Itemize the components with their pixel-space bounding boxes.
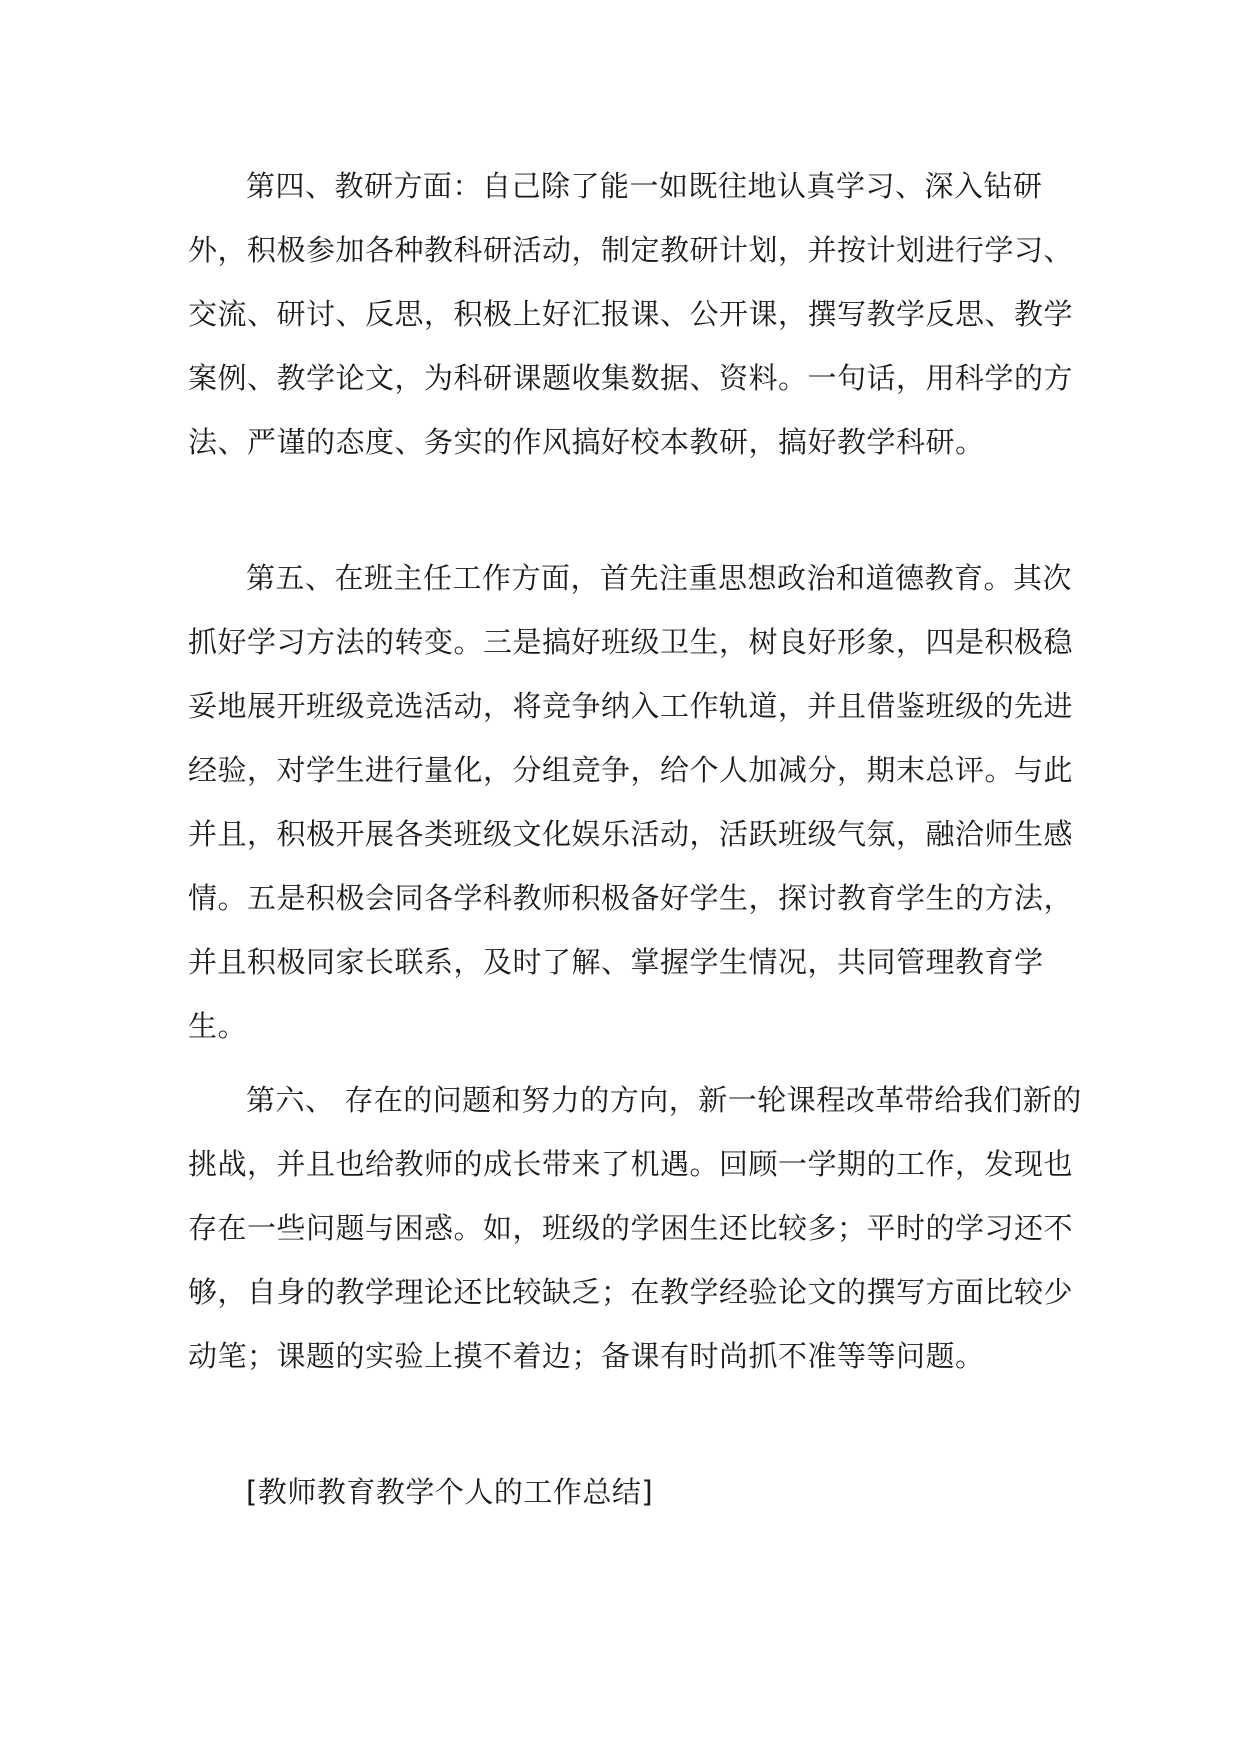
paragraph-class-teacher-work: 第五、在班主任工作方面，首先注重思想政治和道德教育。其次抓好学习方法的转变。三是搞好班级卫生，树良好形象，四是积极稳妥地展开班级竞选活动，将竞争纳入工作轨道，并且借鉴班级的先进经验，对学生进行量化，分组竞争，给个人加减分，期末总评。与此并且，积极开展各类班级文化娱乐活动，活跃班级气氛，融洽师生感情。五是积极会同各学科教师积极备好学生，探讨教育学生的方法，并且积极同家长联系，及时了解、掌握学生情况，共同管理教育学生。 (188, 561, 1074, 1043)
paragraph-teaching-research: 第四、教研方面：自己除了能一如既往地认真学习、深入钻研外，积极参加各种教科研活动，制定教研计划，并按计划进行学习、交流、研讨、反思，积极上好汇报课、公开课，撰写教学反思、教学案例、教学论文，为科研课题收集数据、资料。一句话，用科学的方法、严谨的态度、务实的作风搞好校本教研，搞好教学科研。 (188, 169, 1074, 459)
document-title-footer: [教师教育教学个人的工作总结] (246, 1475, 654, 1509)
paragraph-problems-and-direction: 第六、 存在的问题和努力的方向，新一轮课程改革带给我们新的挑战，并且也给教师的成长带来了机遇。回顾一学期的工作，发现也存在一些问题与困惑。如，班级的学困生还比较多；平时的学习还不够，自身的教学理论还比较缺乏；在教学经验论文的撰写方面比较少动笔；课题的实验上摸不着边；备课有时尚抓不准等等问题。 (188, 1083, 1082, 1373)
